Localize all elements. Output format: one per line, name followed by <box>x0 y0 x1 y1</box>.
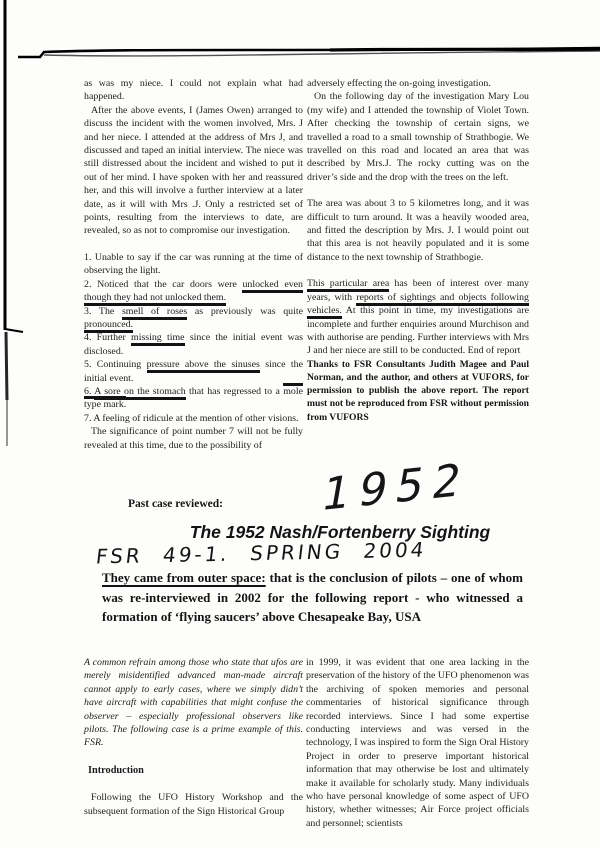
paragraph: After the above events, I (James Owen) arranged to discuss the incident with the women involved, Mrs. J and her niece. I attended at the address of Mrs J, and discussed and taped an initial interview. The niece was still distressed about the incident and wished to put it out of her mind. I have spoken with her and reassured her, and this will involve a further interview at a later date, as it will with Mrs .J. Only a restricted set of points, resulting from the interviews to date, are revealed, so as not to compromise our investigation. <box>84 104 303 237</box>
paragraph: On the following day of the investigation Mary Lou (my wife) and I attended the township of Violet Town. After checking the township of certain signs, we travelled a road to a small township of Strathbogie. We travelled on this road and located an area that was described by Mrs.J. The rocky cutting was on the driver’s side and the drop with the trees on the left. <box>307 91 529 183</box>
marker-annotated-text: reports of sightings and objects following vehicles. <box>307 292 529 319</box>
text-segment: as previously was quite <box>187 305 303 317</box>
text-segment: since the initial event was disclosed. <box>84 332 304 357</box>
paragraph: adversely effecting the on-going investigation. <box>307 78 491 89</box>
headline-rest: that is the conclusion of pilots – one of whom was re-interviewed in 2002 for the following report - who witnessed a formation of ‘flying saucers’ above Chesapeake Bay, USA <box>102 570 523 624</box>
text-segment: 5. Continuing <box>84 359 147 371</box>
marker-annotated-text: A sore on the stomach <box>94 386 185 400</box>
list-item-7 <box>84 412 303 425</box>
text-segment: 1. Unable to say if the car was running at the time of observing the light. <box>84 251 303 277</box>
text-segment: 7. A feeling of ridicule at the mention of other visions. <box>84 412 299 424</box>
text-segment: that has regressed to a <box>185 385 284 397</box>
marker-annotated-text: pressure above the sinuses <box>147 359 260 373</box>
scan-artifact-left-line <box>5 0 23 446</box>
marker-annotated-text: pronounced. <box>84 319 133 333</box>
bottom-article-right-column <box>306 656 529 830</box>
list-item-5 <box>84 358 303 385</box>
text-segment: 6. <box>84 385 95 397</box>
paragraph: Following the UFO History Workshop and the subsequent formation of the Sign Historical Group <box>84 792 303 817</box>
scan-artifact-top-line <box>18 48 600 57</box>
past-case-reviewed-label: Past case reviewed: <box>128 498 223 510</box>
marker-annotated-text: smell of roses <box>122 306 187 320</box>
list-item-1 <box>84 251 303 278</box>
editorial-lead-paragraph: A common refrain among those who state that ufos are merely misidentified advanced man-made aircraft cannot apply to early cases, where we simply didn’t have aircraft with capabilities that might confuse the observer – especially professional observers like pilots. The following case is a prime example of this. FSR. <box>84 657 303 749</box>
paragraph: The area was about 3 to 5 kilometres long, and it was difficult to turn around. It was a heavily wooded area, and fitted the description by Mrs. J. I would point out that this area is not heavily populated and it is some distance to the next township of Strathbogie. <box>307 198 529 263</box>
marker-annotated-text: unlocked even though they had not unlocked them. <box>84 279 303 306</box>
list-item-6 <box>84 385 303 412</box>
top-article-left-column <box>84 77 303 452</box>
text-segment: since the initial event. <box>84 359 304 384</box>
text-segment: 4. Further <box>84 332 132 344</box>
list-item-3 <box>84 305 303 332</box>
marker-annotated-text: mole type mark. <box>84 383 303 410</box>
paragraph <box>307 277 529 357</box>
text-segment: At this point in time, my investigations are incomplete and further enquiries around Murchison and with authorise are pending. Further interviews with Mrs J and her niece are still to be conducted. End of report <box>307 305 529 357</box>
spacer <box>84 238 303 251</box>
handwritten-issue-reference: FSR 49-1. SPRING 2004 <box>94 537 428 569</box>
text-segment: has been of interest over many years, with <box>307 278 529 303</box>
section-heading-introduction: Introduction <box>88 764 144 776</box>
handwritten-year-annotation: 1952 <box>317 453 475 522</box>
bottom-article-left-column <box>84 656 303 818</box>
text-segment: 2. Noticed that the car doors were <box>84 278 243 290</box>
text-segment: 3. The <box>84 305 122 317</box>
underlined-headline-phrase: They came from outer space: <box>102 570 266 585</box>
list-item-4 <box>84 331 303 358</box>
article-title: The 1952 Nash/Fortenberry Sighting <box>189 522 491 542</box>
top-article-right-column <box>307 77 529 424</box>
marker-annotated-text: This particular area <box>307 278 389 292</box>
article-subtitle <box>102 568 523 627</box>
paragraph: in 1999, it was evident that one area lacking in the preservation of the history of the UFO phenomenon was the archiving of spoken memories and personal commentaries of historical significance through recorded interviews. Since I had some expertise conducting interviews and was versed in the technology, I was inspired to form the Sign Oral History Project in order to preserve important historical information that may otherwise be lost and ultimately make it available for scholarly study. Many individuals who have personal knowledge of some aspect of UFO history, whether witnesses; Air Force project officials and personnel; scientists <box>306 657 529 829</box>
credits-paragraph: Thanks to FSR Consultants Judith Magee and Paul Norman, and the author, and others at VUFORS, for permission to publish the above report. The report must not be reproduced from FSR without permission from VUFORS <box>307 358 529 423</box>
list-item-2 <box>84 278 303 305</box>
marker-annotated-text: missing time <box>131 332 185 346</box>
paragraph: as was my niece. I could not explain what had happened. <box>84 78 303 103</box>
paragraph: The significance of point number 7 will not be fully revealed at this time, due to the possibility of <box>84 426 303 451</box>
